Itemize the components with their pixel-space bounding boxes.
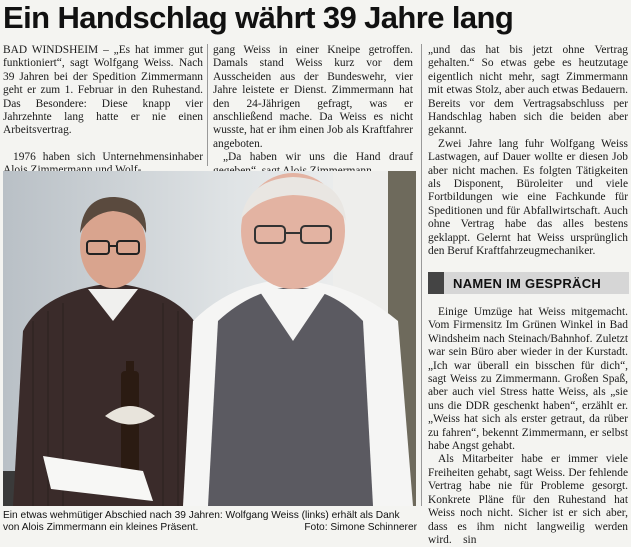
caption-line: von Alois Zimmermann ein kleines Präsent. (3, 522, 199, 533)
paragraph (428, 453, 628, 547)
article-column-1 (3, 44, 203, 178)
paragraph: gang Weiss in einer Kneipe getroffen. Damals stand Weiss kurz vor dem Ausscheiden aus der Bundeswehr, vier Jahre leistete er Dienst. Zimmermann hat den 24-Jährigen gefragt, was er anschließend mache. Da Weiss es nicht wusste, hat er ihm einen Job als Kraftfahrer angeboten. (213, 44, 413, 150)
article-column-3-continued (428, 306, 628, 547)
paragraph: Einige Umzüge hat Weiss mitgemacht. Vom Firmensitz Im Grünen Winkel in Bad Windsheim nach Steinach/Bahnhof. Zuletzt war sein Büro aber wieder in der Kurstadt. „Ich war überall ein bisschen für dich“, sagt Weiss zu Zimmermann. Großen Spaß, aber auch viel Stress hatte Weiss, als „sie uns die DDR geschenkt haben“, erzählt er. „Weiss hat sich als erster getraut, da rüber zu fahren“, bekennt Zimmermann, er selbst habe Angst gehabt. (428, 306, 628, 453)
section-heading-bar (428, 272, 444, 294)
headline: Ein Handschlag währt 39 Jahre lang (3, 0, 514, 35)
article-column-2 (213, 44, 413, 178)
photo-illustration (3, 171, 416, 506)
paragraph-text: Als Mitarbeiter habe er immer viele Freiheiten gehabt, sagt Weiss. Der fehlende Vertrag habe nie für Probleme gesorgt. Konkrete Pläne für den Ruhestand hat Weiss noch nicht. Sicher ist er sich aber, dass es ihm nicht langweilig werden wird. (428, 453, 628, 546)
paragraph: „Da haben wir uns die Hand drauf (223, 151, 413, 164)
caption-line: Ein etwas wehmütiger Abschied nach 39 Jahren: Wolfgang Weiss (links) erhält als Dank (3, 510, 400, 521)
photo-caption (3, 510, 417, 534)
photo-credit: Foto: Simone Schinnerer (304, 522, 417, 533)
section-heading-label: NAMEN IM GESPRÄCH (453, 275, 602, 291)
article-column-3 (428, 44, 628, 259)
paragraph: Zwei Jahre lang fuhr Wolfgang Weiss Lastwagen, auf Dauer wollte er diesen Job aber nicht machen. Es folgten Tätigkeiten als Disponent, Büroleiter und viele Fortbildungen wie eine Fachkunde für Speditionen und für Abfallwirtschaft. Auch ohne Vertrag habe das alles bestens geklappt. Gelernt hat Weiss ursprünglich den Beruf Kraftfahrzeugmechaniker. (428, 137, 628, 258)
column-divider (421, 44, 422, 506)
article-photo (3, 171, 416, 506)
paragraph: „und das hat bis jetzt ohne Vertrag gehalten.“ So etwas gebe es heutzutage eigentlich nicht mehr, sagt Zimmermann mit etwas Stolz, aber auch etwas Bedauern. Bereits vor dem Vertragsabschluss per Handschlag haben sich die beiden aber gekannt. (428, 44, 628, 137)
paragraph: 1976 haben sich Unternehmensinhaber (13, 150, 203, 163)
paragraph: BAD WINDSHEIM – „Es hat immer gut funktioniert“, sagt Wolfgang Weiss. Nach 39 Jahren bei der Spedition Zimmermann geht er zum 1. Februar in den Ruhestand. Das Besondere: Diese knapp vier Jahrzehnte lang hatte er nie einen Arbeitsvertrag. (3, 44, 203, 137)
column-divider (207, 44, 208, 166)
section-heading (428, 272, 629, 294)
author-signature: sin (463, 533, 477, 546)
